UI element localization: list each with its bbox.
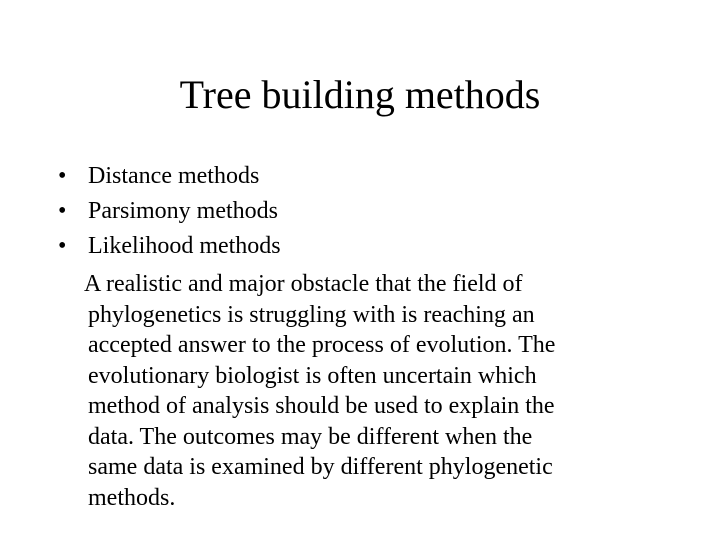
paragraph-line: phylogenetics is struggling with is reaching an (88, 301, 535, 328)
bullet-text: Distance methods (88, 163, 260, 189)
paragraph-line: accepted answer to the process of evolution. The (88, 332, 556, 358)
paragraph-line: A realistic and major obstacle that the field of (84, 271, 523, 297)
bullet-item (58, 229, 281, 264)
bullet-icon: • (58, 233, 67, 259)
paragraph-line: data. The outcomes may be different when the (88, 423, 533, 450)
bullet-text: Likelihood methods (88, 233, 281, 259)
paragraph-line: method of analysis should be used to explain the (88, 393, 555, 419)
bullet-item (58, 159, 281, 194)
bullet-item (58, 194, 281, 229)
paragraph-line: methods. (88, 484, 176, 511)
bullet-icon: • (58, 163, 67, 189)
paragraph-line: same data is examined by different phylogenetic (88, 454, 553, 480)
paragraph-line: evolutionary biologist is often uncertain which (88, 362, 537, 389)
slide-title: Tree building methods (179, 72, 541, 117)
bullet-list (58, 159, 281, 264)
bullet-text: Parsimony methods (88, 198, 278, 224)
body-paragraph (84, 269, 688, 513)
bullet-icon: • (58, 198, 67, 224)
